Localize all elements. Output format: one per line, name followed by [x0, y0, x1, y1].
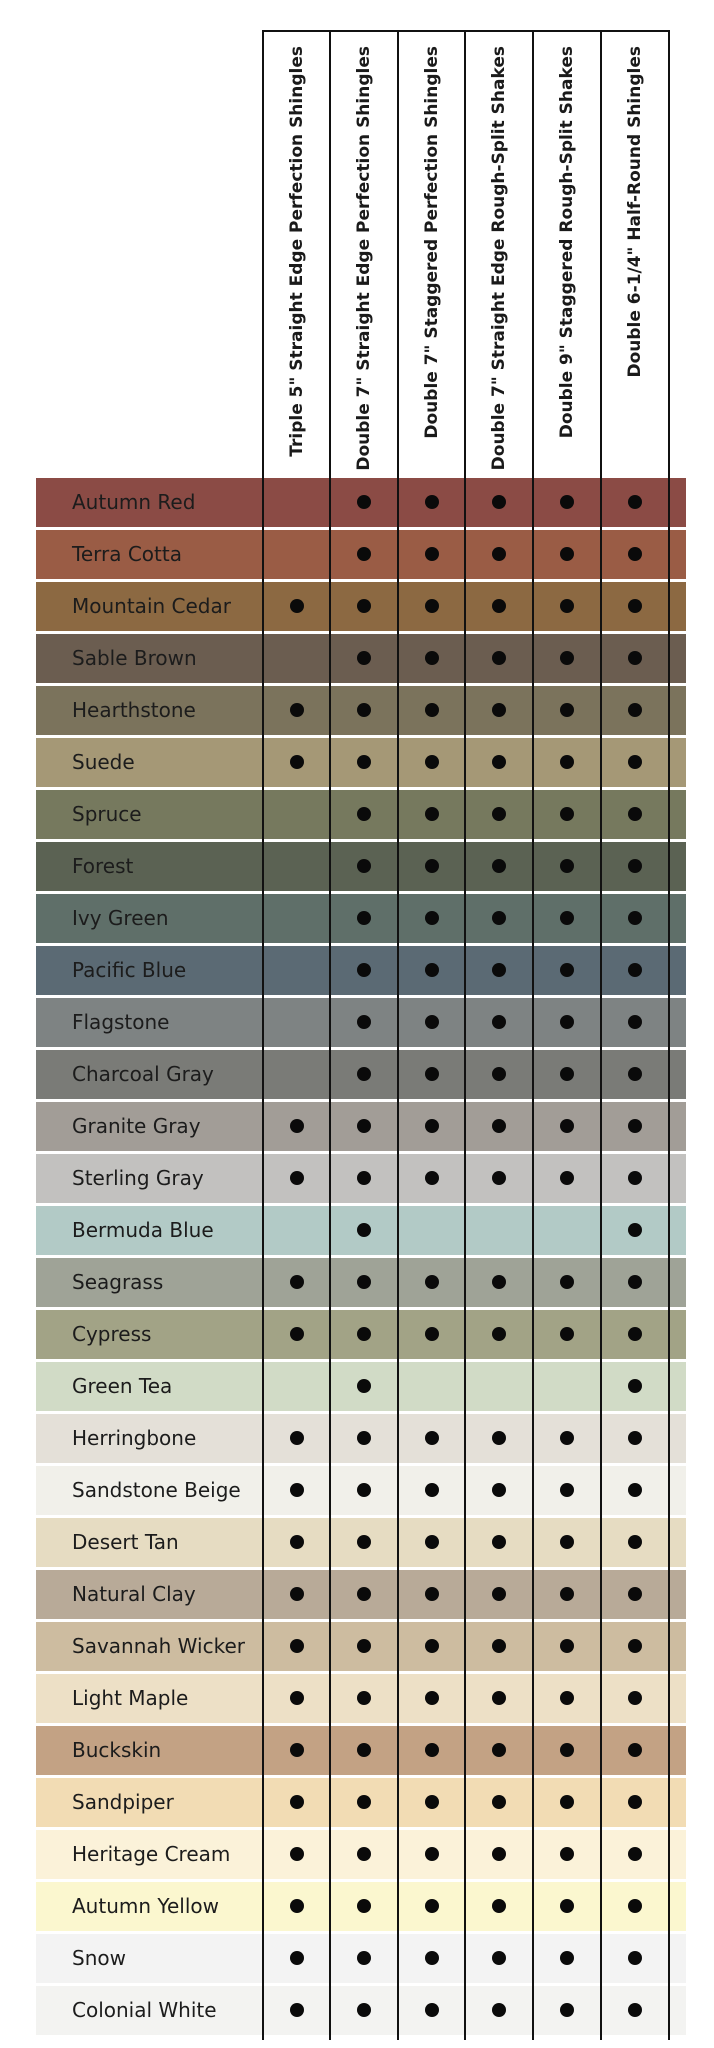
availability-dot: [357, 1535, 371, 1549]
table-row: [36, 478, 686, 527]
availability-dot: [560, 1639, 574, 1653]
availability-dot: [628, 1067, 642, 1081]
availability-dot: [628, 651, 642, 665]
availability-dot: [560, 599, 574, 613]
table-row: [36, 790, 686, 839]
availability-dot: [560, 651, 574, 665]
color-name-label: Seagrass: [72, 1270, 164, 1294]
color-name-label: Light Maple: [72, 1686, 189, 1710]
availability-dot: [628, 911, 642, 925]
availability-dot: [560, 1275, 574, 1289]
availability-dot: [425, 1015, 439, 1029]
table-row: [36, 1362, 686, 1411]
availability-dot: [357, 1847, 371, 1861]
availability-dot: [492, 1951, 506, 1965]
table-row: [36, 1050, 686, 1099]
table-row: [36, 1102, 686, 1151]
availability-dot: [560, 1327, 574, 1341]
availability-dot: [560, 1483, 574, 1497]
availability-dot: [628, 1171, 642, 1185]
table-row: [36, 1206, 686, 1255]
color-name-label: Sterling Gray: [72, 1166, 204, 1190]
color-name-label: Sandpiper: [72, 1790, 174, 1814]
table-row: [36, 998, 686, 1047]
table-row: [36, 946, 686, 995]
availability-dot: [425, 807, 439, 821]
availability-dot: [492, 495, 506, 509]
availability-dot: [357, 1899, 371, 1913]
availability-dot: [628, 1847, 642, 1861]
color-name-label: Snow: [72, 1946, 126, 1970]
availability-dot: [357, 911, 371, 925]
availability-dot: [492, 1847, 506, 1861]
availability-dot: [357, 1275, 371, 1289]
table-row: [36, 1830, 686, 1879]
availability-dot: [560, 1015, 574, 1029]
table-row: [36, 1570, 686, 1619]
availability-dot: [357, 1327, 371, 1341]
availability-dot: [628, 1431, 642, 1445]
availability-dot: [628, 1587, 642, 1601]
availability-dot: [425, 1691, 439, 1705]
color-name-label: Terra Cotta: [72, 542, 182, 566]
table-row: [36, 1934, 686, 1983]
availability-dot: [628, 1327, 642, 1341]
availability-dot: [290, 1119, 304, 1133]
availability-dot: [425, 547, 439, 561]
availability-dot: [290, 1535, 304, 1549]
table-row: [36, 1726, 686, 1775]
availability-dot: [560, 1431, 574, 1445]
color-name-label: Pacific Blue: [72, 958, 187, 982]
availability-dot: [628, 1275, 642, 1289]
table-row: [36, 530, 686, 579]
availability-dot: [290, 1691, 304, 1705]
availability-dot: [425, 1067, 439, 1081]
availability-dot: [290, 2003, 304, 2017]
availability-dot: [357, 1691, 371, 1705]
availability-dot: [290, 1327, 304, 1341]
availability-dot: [628, 1743, 642, 1757]
availability-dot: [492, 703, 506, 717]
availability-dot: [357, 1743, 371, 1757]
availability-dot: [290, 755, 304, 769]
availability-dot: [628, 1639, 642, 1653]
availability-dot: [357, 547, 371, 561]
availability-dot: [357, 1587, 371, 1601]
availability-dot: [425, 1899, 439, 1913]
availability-dot: [492, 1743, 506, 1757]
availability-dot: [357, 1171, 371, 1185]
header-top-border: [262, 30, 670, 32]
column-divider: [600, 30, 602, 2040]
color-name-label: Green Tea: [72, 1374, 173, 1398]
availability-dot: [560, 1587, 574, 1601]
availability-dot: [560, 2003, 574, 2017]
color-name-label: Spruce: [72, 802, 142, 826]
availability-dot: [492, 963, 506, 977]
availability-dot: [425, 1847, 439, 1861]
availability-dot: [492, 1483, 506, 1497]
availability-dot: [560, 495, 574, 509]
availability-dot: [492, 911, 506, 925]
availability-dot: [425, 1795, 439, 1809]
availability-dot: [357, 1483, 371, 1497]
availability-dot: [560, 1847, 574, 1861]
availability-dot: [628, 547, 642, 561]
availability-dot: [628, 1379, 642, 1393]
column-divider: [464, 30, 466, 2040]
column-divider: [668, 30, 670, 2040]
availability-dot: [628, 1015, 642, 1029]
availability-dot: [492, 859, 506, 873]
availability-dot: [560, 911, 574, 925]
availability-dot: [357, 963, 371, 977]
availability-dot: [492, 599, 506, 613]
availability-dot: [425, 599, 439, 613]
column-divider: [329, 30, 331, 2040]
availability-dot: [290, 1483, 304, 1497]
availability-dot: [628, 599, 642, 613]
availability-dot: [425, 1431, 439, 1445]
availability-dot: [425, 1119, 439, 1133]
availability-dot: [560, 859, 574, 873]
availability-dot: [628, 1951, 642, 1965]
availability-dot: [425, 1743, 439, 1757]
availability-dot: [357, 1015, 371, 1029]
color-name-label: Natural Clay: [72, 1582, 196, 1606]
color-name-label: Charcoal Gray: [72, 1062, 214, 1086]
column-header: Double 9" Staggered Rough-Split Shakes: [557, 46, 577, 439]
availability-dot: [628, 1795, 642, 1809]
availability-dot: [560, 1795, 574, 1809]
availability-dot: [290, 1951, 304, 1965]
availability-dot: [425, 755, 439, 769]
availability-dot: [290, 1275, 304, 1289]
column-header: Double 7" Staggered Perfection Shingles: [421, 46, 442, 439]
availability-dot: [628, 807, 642, 821]
availability-dot: [357, 1067, 371, 1081]
availability-dot: [628, 859, 642, 873]
color-name-label: Buckskin: [72, 1738, 162, 1762]
availability-dot: [357, 651, 371, 665]
availability-dot: [357, 755, 371, 769]
availability-dot: [290, 703, 304, 717]
availability-dot: [492, 1015, 506, 1029]
availability-dot: [290, 1639, 304, 1653]
availability-dot: [425, 2003, 439, 2017]
table-row: [36, 1466, 686, 1515]
availability-dot: [560, 807, 574, 821]
availability-dot: [492, 547, 506, 561]
availability-dot: [492, 1067, 506, 1081]
table-row: [36, 582, 686, 631]
availability-dot: [492, 807, 506, 821]
availability-dot: [492, 1639, 506, 1653]
availability-dot: [628, 495, 642, 509]
column-divider: [397, 30, 399, 2040]
availability-dot: [357, 1431, 371, 1445]
color-name-label: Suede: [72, 750, 135, 774]
availability-dot: [560, 1067, 574, 1081]
availability-dot: [425, 963, 439, 977]
availability-dot: [492, 1275, 506, 1289]
color-name-label: Flagstone: [72, 1010, 170, 1034]
availability-dot: [290, 1795, 304, 1809]
availability-dot: [492, 1119, 506, 1133]
availability-dot: [628, 1899, 642, 1913]
availability-dot: [560, 755, 574, 769]
color-name-label: Desert Tan: [72, 1530, 179, 1554]
color-name-label: Forest: [72, 854, 134, 878]
table-row: [36, 1986, 686, 2035]
availability-dot: [425, 651, 439, 665]
color-name-label: Sandstone Beige: [72, 1478, 241, 1502]
color-name-label: Heritage Cream: [72, 1842, 231, 1866]
availability-dot: [628, 1691, 642, 1705]
availability-dot: [628, 755, 642, 769]
color-name-label: Ivy Green: [72, 906, 169, 930]
availability-dot: [560, 1743, 574, 1757]
availability-dot: [628, 1483, 642, 1497]
availability-dot: [492, 1795, 506, 1809]
availability-dot: [425, 1639, 439, 1653]
color-name-label: Colonial White: [72, 1998, 217, 2022]
availability-dot: [492, 2003, 506, 2017]
table-row: [36, 1674, 686, 1723]
table-row: [36, 738, 686, 787]
availability-dot: [492, 1587, 506, 1601]
availability-dot: [290, 1587, 304, 1601]
availability-dot: [290, 1847, 304, 1861]
column-divider: [532, 30, 534, 2040]
availability-dot: [425, 495, 439, 509]
availability-dot: [628, 703, 642, 717]
availability-dot: [357, 599, 371, 613]
availability-dot: [492, 1327, 506, 1341]
availability-dot: [425, 1171, 439, 1185]
availability-dot: [492, 1535, 506, 1549]
availability-dot: [357, 1119, 371, 1133]
availability-dot: [560, 1951, 574, 1965]
availability-dot: [290, 1431, 304, 1445]
availability-dot: [357, 1951, 371, 1965]
availability-dot: [492, 1431, 506, 1445]
availability-dot: [560, 703, 574, 717]
availability-dot: [425, 1951, 439, 1965]
column-divider: [262, 30, 264, 2040]
availability-dot: [560, 963, 574, 977]
availability-dot: [425, 859, 439, 873]
availability-dot: [425, 703, 439, 717]
availability-dot: [560, 1119, 574, 1133]
color-name-label: Hearthstone: [72, 698, 196, 722]
availability-dot: [560, 547, 574, 561]
availability-dot: [357, 495, 371, 509]
table-row: [36, 686, 686, 735]
column-header: Double 6-1/4" Half-Round Shingles: [625, 46, 645, 378]
color-name-label: Bermuda Blue: [72, 1218, 214, 1242]
column-header: Double 7" Straight Edge Rough-Split Shakes: [489, 46, 509, 471]
availability-dot: [357, 703, 371, 717]
availability-dot: [290, 1743, 304, 1757]
availability-dot: [425, 911, 439, 925]
color-name-label: Savannah Wicker: [72, 1634, 245, 1658]
availability-dot: [492, 1691, 506, 1705]
availability-dot: [357, 1223, 371, 1237]
availability-dot: [425, 1535, 439, 1549]
availability-dot: [560, 1899, 574, 1913]
availability-dot: [290, 599, 304, 613]
color-name-label: Autumn Yellow: [72, 1894, 219, 1918]
color-name-label: Herringbone: [72, 1426, 197, 1450]
table-row: [36, 842, 686, 891]
color-name-label: Granite Gray: [72, 1114, 201, 1138]
availability-dot: [357, 2003, 371, 2017]
availability-dot: [425, 1275, 439, 1289]
table-row: [36, 1310, 686, 1359]
color-name-label: Mountain Cedar: [72, 594, 231, 618]
color-name-label: Cypress: [72, 1322, 152, 1346]
availability-dot: [492, 651, 506, 665]
color-name-label: Sable Brown: [72, 646, 197, 670]
column-header: Triple 5" Straight Edge Perfection Shingles: [286, 46, 307, 457]
availability-dot: [425, 1587, 439, 1601]
availability-dot: [357, 807, 371, 821]
column-header: Double 7" Straight Edge Perfection Shingles: [354, 46, 374, 471]
table-row: [36, 634, 686, 683]
table-row: [36, 894, 686, 943]
availability-dot: [492, 1899, 506, 1913]
table-row: [36, 1882, 686, 1931]
availability-dot: [492, 755, 506, 769]
table-row: [36, 1622, 686, 1671]
table-row: [36, 1518, 686, 1567]
availability-dot: [628, 2003, 642, 2017]
table-row: [36, 1258, 686, 1307]
availability-dot: [357, 1795, 371, 1809]
availability-dot: [560, 1535, 574, 1549]
table-row: [36, 1154, 686, 1203]
availability-dot: [628, 963, 642, 977]
color-name-label: Autumn Red: [72, 490, 196, 514]
availability-dot: [357, 1379, 371, 1393]
availability-dot: [290, 1899, 304, 1913]
availability-dot: [492, 1171, 506, 1185]
availability-dot: [560, 1171, 574, 1185]
table-row: [36, 1414, 686, 1463]
availability-dot: [357, 859, 371, 873]
availability-dot: [628, 1223, 642, 1237]
availability-dot: [560, 1691, 574, 1705]
availability-dot: [357, 1639, 371, 1653]
availability-dot: [425, 1483, 439, 1497]
availability-dot: [290, 1171, 304, 1185]
table-row: [36, 1778, 686, 1827]
availability-dot: [628, 1535, 642, 1549]
availability-dot: [425, 1327, 439, 1341]
availability-dot: [628, 1119, 642, 1133]
